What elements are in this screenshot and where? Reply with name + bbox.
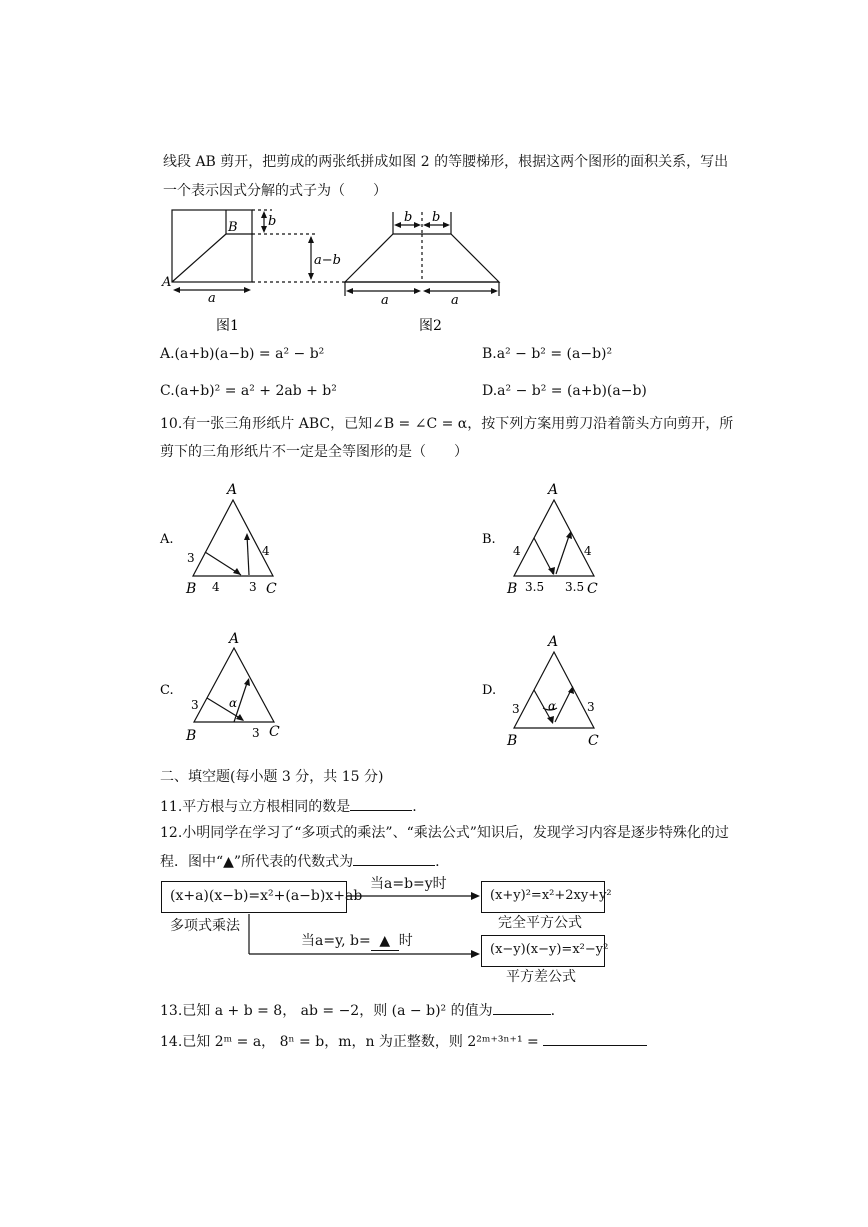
box-perfect-square: (x+y)²=x²+2xy+y² <box>481 881 605 913</box>
fig1-label-A: A <box>162 275 172 290</box>
q14 <box>160 1031 647 1052</box>
label-difference-of-squares: 平方差公式 <box>506 969 576 985</box>
tri-a-label-A: A <box>227 482 238 498</box>
section2-title: 二、填空题(每小题 3 分，共 15 分) <box>160 769 384 785</box>
q12-answer-blank[interactable] <box>353 851 435 866</box>
box-difference-of-squares: (x−y)(x−y)=x²−y² <box>481 935 605 967</box>
tri-b-label-C: C <box>587 581 598 597</box>
q9-option-a[interactable]: A.(a+b)(a−b) = a² − b² <box>160 346 325 362</box>
tri-d-label-B: B <box>507 733 518 749</box>
tri-d-opt[interactable]: D. <box>482 683 497 698</box>
q13-text: 13.已知 a + b = 8， ab = −2，则 (a − b)² 的值为 <box>160 1003 493 1019</box>
tri-d-label-A: A <box>548 634 559 650</box>
tri-a-label-C: C <box>266 581 277 597</box>
q12-line2 <box>160 851 440 872</box>
tri-b-opt[interactable]: B. <box>482 532 496 547</box>
q12-arrows <box>0 890 868 970</box>
q9-figures <box>0 200 868 340</box>
tri-a-opt[interactable]: A. <box>160 532 174 547</box>
arrow2-post: 时 <box>398 933 413 949</box>
q10-line1: 10.有一张三角形纸片 ABC，已知∠B = ∠C = α，按下列方案用剪刀沿着箭头方向剪开，所 <box>160 416 734 432</box>
arrow1-condition: 当a=b=y时 <box>370 876 447 892</box>
q10-line2: 剪下的三角形纸片不一定是全等图形的是（ ） <box>160 444 468 460</box>
triangle-b <box>514 500 594 576</box>
q11-text: 11.平方根与立方根相同的数是 <box>160 799 351 815</box>
fig1-label-b: b <box>268 214 277 229</box>
tri-b-len-bottom2: 3.5 <box>565 580 585 594</box>
fig1-label-amb: a−b <box>314 253 341 268</box>
tri-c-len-left: 3 <box>191 698 199 712</box>
fig2-label-a1: a <box>381 293 389 308</box>
q9-line2: 一个表示因式分解的式子为（ ） <box>163 183 387 199</box>
arrow2-condition <box>301 932 413 951</box>
q9-line1: 线段 AB 剪开，把剪成的两张纸拼成如图 2 的等腰梯形，根据这两个图形的面积关系，写出 <box>163 154 729 170</box>
triangle-d <box>514 652 594 728</box>
figure-2 <box>345 212 499 296</box>
tri-c-label-B: B <box>186 728 197 744</box>
tri-c-opt[interactable]: C. <box>160 683 174 698</box>
triangle-mark-icon: ▲ <box>371 932 399 951</box>
tri-a-label-B: B <box>186 581 197 597</box>
q11-answer-blank[interactable] <box>350 796 412 811</box>
q12-line2-text: 程．图中“▲”所代表的代数式为 <box>160 854 354 870</box>
q9-option-b[interactable]: B.a² − b² = (a−b)² <box>482 346 613 362</box>
fig1-label-B: B <box>228 220 238 235</box>
q13-answer-blank[interactable] <box>493 1000 551 1015</box>
figure-1 <box>172 210 345 290</box>
fig2-caption: 图2 <box>419 318 442 334</box>
tri-a-len-right: 4 <box>262 544 270 558</box>
q14-text: 14.已知 2ᵐ = a， 8ⁿ = b，m，n 为正整数，则 2²ᵐ⁺³ⁿ⁺¹ = <box>160 1034 539 1050</box>
label-polynomial-multiplication: 多项式乘法 <box>170 918 240 934</box>
q13 <box>160 1000 555 1021</box>
tri-d-len-right: 3 <box>587 700 595 714</box>
tri-c-label-C: C <box>269 724 280 740</box>
q9-option-d[interactable]: D.a² − b² = (a+b)(a−b) <box>482 383 647 399</box>
fig2-label-b2: b <box>432 210 441 225</box>
tri-b-len-bottom1: 3.5 <box>525 580 545 594</box>
q11-end: . <box>412 799 417 815</box>
fig2-label-a2: a <box>451 293 459 308</box>
tri-b-len-left: 4 <box>513 544 521 558</box>
q11 <box>160 796 417 817</box>
fig1-caption: 图1 <box>216 318 239 334</box>
triangle-a <box>193 500 273 576</box>
tri-c-angle: α <box>229 696 238 710</box>
tri-b-label-B: B <box>507 581 518 597</box>
q14-answer-blank[interactable] <box>543 1031 647 1046</box>
tri-d-label-C: C <box>588 733 599 749</box>
q10-triangles <box>0 470 868 770</box>
q12-end: . <box>435 854 440 870</box>
tri-c-len-bottom2: 3 <box>252 726 260 740</box>
fig2-label-b1: b <box>404 210 413 225</box>
q9-option-c[interactable]: C.(a+b)² = a² + 2ab + b² <box>160 383 337 399</box>
tri-d-angle: α <box>548 699 557 713</box>
tri-a-len-bottom1: 4 <box>212 580 220 594</box>
tri-b-len-right: 4 <box>584 544 592 558</box>
tri-a-len-bottom2: 3 <box>249 580 257 594</box>
label-perfect-square: 完全平方公式 <box>498 915 582 931</box>
tri-b-label-A: A <box>548 482 559 498</box>
triangle-c <box>194 648 274 722</box>
tri-a-len-left: 3 <box>187 551 195 565</box>
tri-c-label-A: A <box>229 631 240 647</box>
q13-end: . <box>550 1003 556 1019</box>
box-polynomial-multiplication: (x+a)(x−b)=x²+(a−b)x+ab <box>161 881 347 913</box>
tri-d-len-left: 3 <box>512 702 520 716</box>
arrow2-pre: 当a=y, b= <box>301 933 371 949</box>
fig1-label-a: a <box>208 291 216 306</box>
q12-line1: 12.小明同学在学习了“多项式的乘法”、“乘法公式”知识后，发现学习内容是逐步特殊化的过 <box>160 825 729 841</box>
